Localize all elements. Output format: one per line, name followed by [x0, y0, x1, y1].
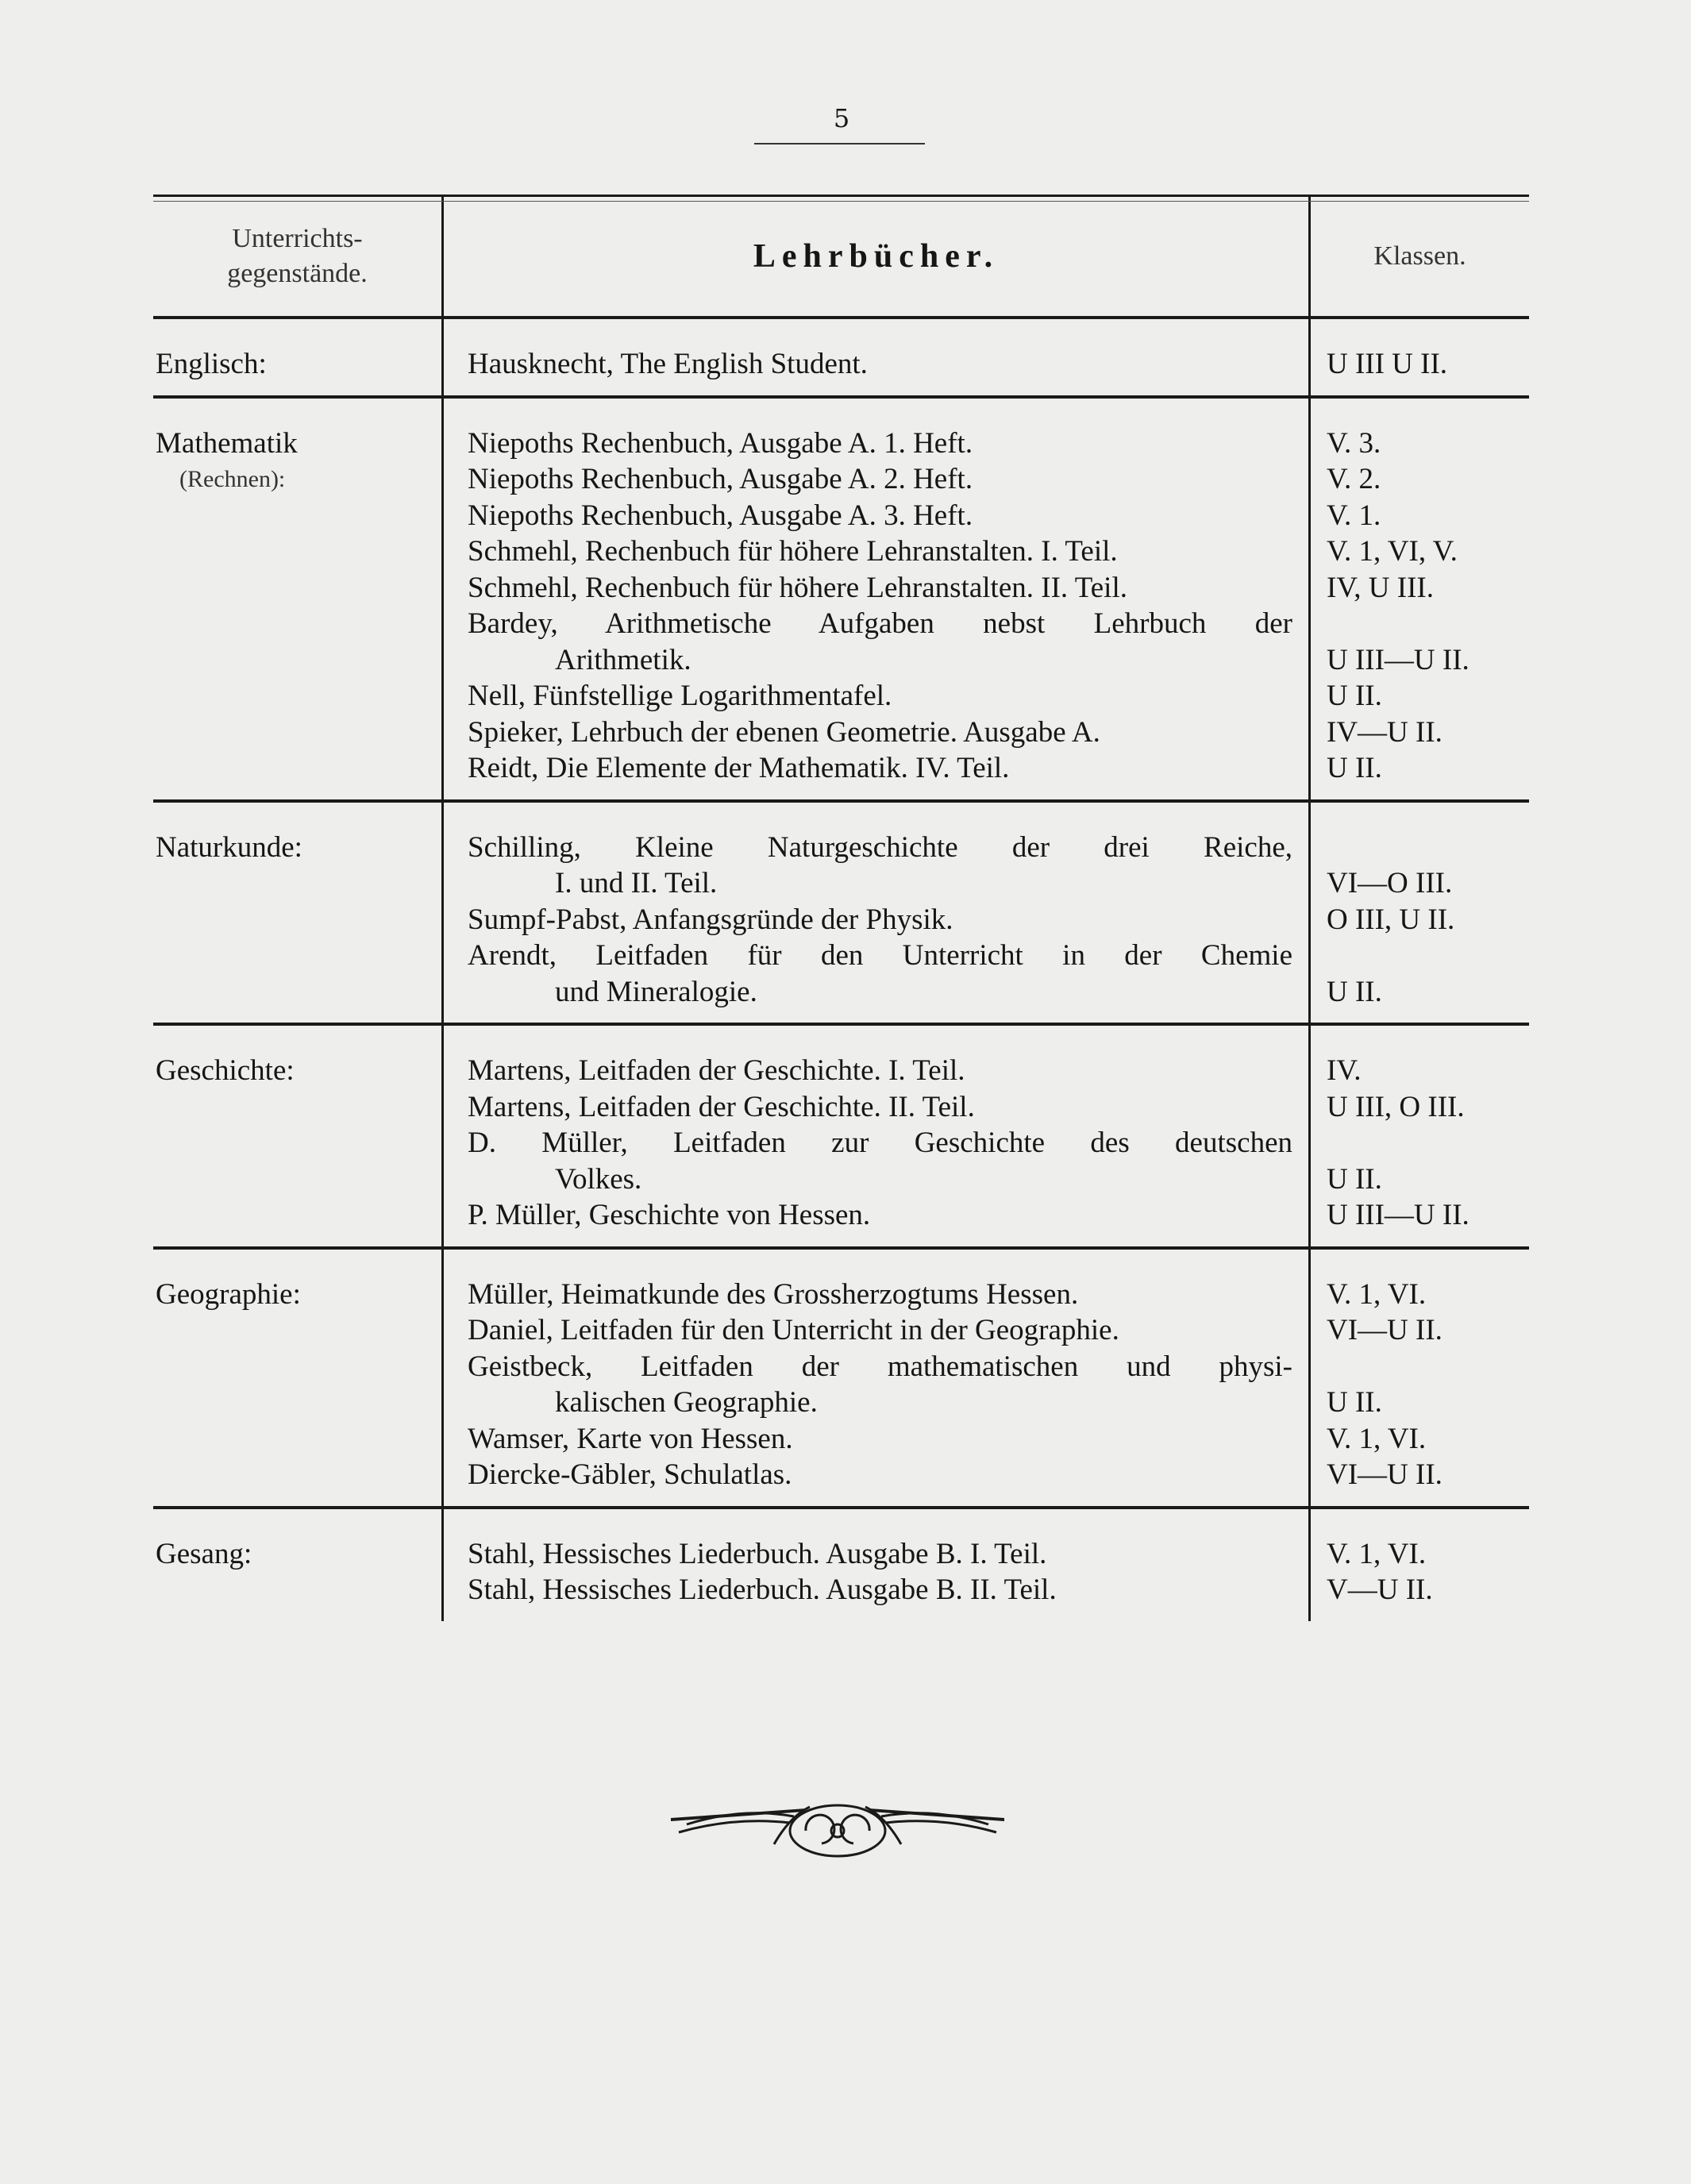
classes-value: V. 1. [1327, 499, 1381, 532]
book-title: Schmehl, Rechenbuch für höhere Lehranstalten. I. Teil. [468, 535, 1118, 568]
book-entry [468, 461, 1292, 498]
classes-value: U II. [1327, 1386, 1382, 1419]
book-title-continuation: Volkes. [555, 1162, 642, 1196]
classes-value: U III U II. [1327, 348, 1448, 380]
subject-name: Mathematik [156, 426, 298, 460]
book-entry [468, 1125, 1292, 1197]
book-entry [468, 1421, 1292, 1458]
book-entry [468, 498, 1292, 534]
classes-spacer [1327, 1349, 1529, 1385]
header-subject-line1: Unterrichts- [232, 224, 363, 253]
book-title-continuation: I. und II. Teil. [555, 867, 718, 899]
book-title: Hausknecht, The English Student. [468, 348, 868, 380]
book-title-continuation: kalischen Geographie. [555, 1386, 818, 1419]
book-title: Bardey, Arithmetische Aufgaben nebst Lehrbuch der [468, 607, 1292, 640]
book-title-continuation: Arithmetik. [555, 643, 691, 676]
book-title: D. Müller, Leitfaden zur Geschichte des deutschen [468, 1127, 1292, 1159]
classes-spacer [1327, 938, 1529, 974]
classes-spacer [1327, 606, 1529, 642]
book-entry [468, 1053, 1292, 1089]
classes-cell [1311, 399, 1529, 799]
books-cell [441, 1026, 1311, 1246]
ornament-vignette [671, 1785, 1004, 1864]
books-cell [441, 803, 1311, 1023]
book-title: Sumpf-Pabst, Anfangsgründe der Physik. [468, 903, 953, 936]
subject-cell [153, 1250, 441, 1506]
header-subjects [153, 197, 441, 316]
book-title: Nell, Fünfstellige Logarithmentafel. [468, 680, 892, 712]
book-title: Schmehl, Rechenbuch für höhere Lehranstalten. II. Teil. [468, 571, 1127, 604]
classes-spacer [1327, 830, 1529, 866]
subject-name: Geographie: [156, 1277, 301, 1311]
classes-cell [1311, 319, 1529, 395]
classes-value: V—U II. [1327, 1573, 1433, 1606]
book-title: Stahl, Hessisches Liederbuch. Ausgabe B. I. Teil. [468, 1537, 1047, 1570]
book-title: Schilling, Kleine Naturgeschichte der drei Reiche, [468, 830, 1292, 864]
book-title: Daniel, Leitfaden für den Unterricht in der Geographie. [468, 1314, 1119, 1346]
books-cell [441, 1250, 1311, 1506]
subject-group [153, 316, 1529, 395]
subject-group [153, 1246, 1529, 1506]
classes-value: U II. [1327, 975, 1382, 1008]
subject-name: Englisch: [156, 348, 267, 380]
classes-value: IV—U II. [1327, 715, 1443, 749]
subject-group [153, 1023, 1529, 1246]
subject-cell [153, 1509, 441, 1621]
header-subject-line2: gegenstände. [227, 259, 368, 288]
subject-group [153, 395, 1529, 799]
classes-value: VI—O III. [1327, 867, 1453, 899]
classes-cell [1311, 803, 1529, 1023]
classes-value: VI—U II. [1327, 1458, 1443, 1491]
page-number-rule [754, 143, 925, 144]
subject-subtitle: (Rechnen): [179, 466, 286, 492]
subject-group [153, 1506, 1529, 1621]
classes-value: U II. [1327, 752, 1382, 784]
book-entry [468, 570, 1292, 607]
book-title: Niepoths Rechenbuch, Ausgabe A. 2. Heft. [468, 463, 973, 495]
subject-group [153, 799, 1529, 1023]
book-title: Spieker, Lehrbuch der ebenen Geometrie. Ausgabe A. [468, 715, 1100, 749]
classes-value: U II. [1327, 1162, 1382, 1196]
book-title: Niepoths Rechenbuch, Ausgabe A. 1. Heft. [468, 426, 973, 460]
classes-cell [1311, 1026, 1529, 1246]
book-entry [468, 1312, 1292, 1349]
book-title: Geistbeck, Leitfaden der mathematischen und physi- [468, 1350, 1292, 1383]
classes-cell [1311, 1509, 1529, 1621]
books-cell [441, 319, 1311, 395]
book-entry [468, 533, 1292, 570]
classes-value: V. 1, VI, V. [1327, 535, 1458, 568]
classes-value: V. 3. [1327, 426, 1381, 460]
table-body [153, 316, 1529, 1621]
classes-value: IV, U III. [1327, 571, 1434, 604]
header-classes: Klassen. [1373, 241, 1466, 271]
books-cell [441, 399, 1311, 799]
book-entry [468, 1536, 1292, 1573]
header-books: Lehrbücher. [441, 197, 1311, 316]
book-entry [468, 1457, 1292, 1493]
book-entry [468, 346, 1292, 383]
classes-value: V. 2. [1327, 463, 1381, 495]
book-entry [468, 902, 1292, 938]
book-entry [468, 678, 1292, 715]
book-entry [468, 426, 1292, 462]
classes-value: U II. [1327, 680, 1382, 712]
classes-spacer [1327, 1125, 1529, 1161]
book-entry [468, 1572, 1292, 1608]
book-entry [468, 1197, 1292, 1234]
book-entry [468, 715, 1292, 751]
subject-name: Naturkunde: [156, 830, 302, 864]
book-title: Arendt, Leitfaden für den Unterricht in der Chemie [468, 939, 1292, 972]
subject-cell [153, 319, 441, 395]
table-header [153, 197, 1529, 316]
book-title: Müller, Heimatkunde des Grossherzogtums Hessen. [468, 1277, 1079, 1311]
book-entry [468, 1277, 1292, 1313]
subject-name: Geschichte: [156, 1054, 295, 1087]
classes-value: V. 1, VI. [1327, 1537, 1427, 1570]
books-cell [441, 1509, 1311, 1621]
book-title: P. Müller, Geschichte von Hessen. [468, 1199, 871, 1231]
classes-value: U III—U II. [1327, 1199, 1470, 1231]
book-entry [468, 938, 1292, 1010]
classes-value: O III, U II. [1327, 903, 1455, 936]
textbook-table [153, 195, 1529, 1621]
book-entry [468, 750, 1292, 787]
book-title: Wamser, Karte von Hessen. [468, 1422, 793, 1455]
classes-value: U III—U II. [1327, 643, 1470, 676]
subject-cell [153, 1026, 441, 1246]
classes-value: V. 1, VI. [1327, 1422, 1427, 1455]
classes-value: VI—U II. [1327, 1314, 1443, 1346]
book-entry [468, 830, 1292, 902]
page-number: 5 [833, 103, 850, 133]
classes-value: V. 1, VI. [1327, 1277, 1427, 1311]
book-entry [468, 1349, 1292, 1421]
classes-value: U III, O III. [1327, 1090, 1465, 1123]
book-title: Martens, Leitfaden der Geschichte. II. Teil. [468, 1090, 975, 1123]
subject-cell [153, 803, 441, 1023]
subject-name: Gesang: [156, 1537, 252, 1570]
book-title: Diercke-Gäbler, Schulatlas. [468, 1458, 792, 1491]
book-title: Martens, Leitfaden der Geschichte. I. Teil. [468, 1054, 965, 1087]
book-title-continuation: und Mineralogie. [555, 975, 757, 1008]
book-title: Niepoths Rechenbuch, Ausgabe A. 3. Heft. [468, 499, 973, 532]
book-entry [468, 606, 1292, 678]
book-title: Reidt, Die Elemente der Mathematik. IV. Teil. [468, 752, 1010, 784]
book-entry [468, 1089, 1292, 1126]
classes-cell [1311, 1250, 1529, 1506]
book-title: Stahl, Hessisches Liederbuch. Ausgabe B. II. Teil. [468, 1573, 1057, 1606]
classes-value: IV. [1327, 1054, 1362, 1087]
subject-cell [153, 399, 441, 799]
